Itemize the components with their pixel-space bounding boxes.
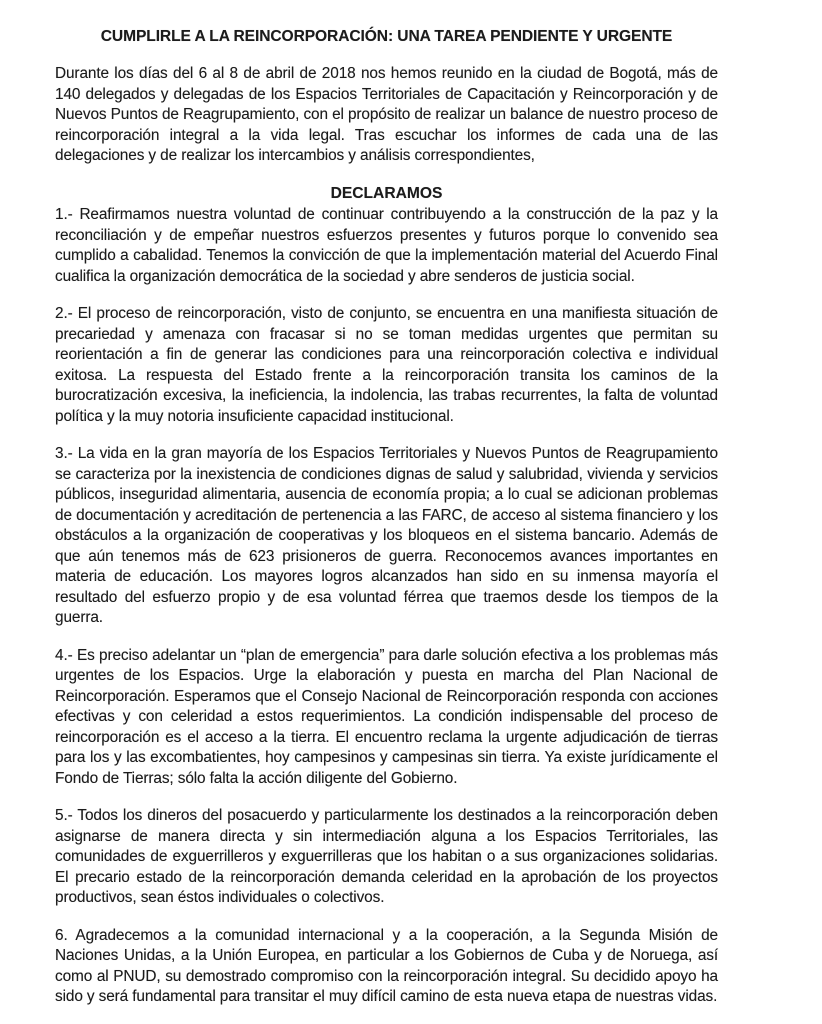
intro-paragraph: Durante los días del 6 al 8 de abril de 2018 nos hemos reunido en la ciudad de Bogotá, más de 140 delegados y delegadas de los Espacios Territoriales de Capacitación y Reincorporación y de Nuevos Puntos de Reagrupamiento, con el propósito de realizar un balance de nuestro proceso de reincorporación integral a la vida legal. Tras escuchar los informes de cada una de las delegaciones y de realizar los intercambios y análisis correspondientes, <box>55 65 718 164</box>
document-title: CUMPLIRLE A LA REINCORPORACIÓN: UNA TAREA PENDIENTE Y URGENTE <box>100 28 673 45</box>
section-heading-declaramos: DECLARAMOS <box>330 184 443 202</box>
declaration-paragraph-3: 3.- La vida en la gran mayoría de los Espacios Territoriales y Nuevos Puntos de Reagrupamiento se caracteriza por la inexistencia de condiciones dignas de salud y salubridad, vivienda y servicios públicos, inseguridad alimentaria, ausencia de economía propia; a lo cual se adicionan problemas de documentación y acreditación de pertenencia a las FARC, de acceso al sistema financiero y los obstáculos a la organización de cooperativas y los bloqueos en el sistema bancario. Además de que aún tenemos más de 623 prisioneros de guerra. Reconocemos avances importantes en materia de educación. Los mayores logros alcanzados han sido en su inmensa mayoría el resultado del esfuerzo propio y de esa voluntad férrea que traemos desde los tiempos de la guerra. <box>55 445 718 626</box>
declaration-paragraph-5: 5.- Todos los dineros del posacuerdo y particularmente los destinados a la reincorporación deben asignarse de manera directa y sin intermediación alguna a los Espacios Territoriales, las comunidades de exguerrilleros y exguerrilleras que los habitan o a sus organizaciones solidarias. El precario estado de la reincorporación demanda celeridad en la aprobación de los proyectos productivos, sean éstos individuales o colectivos. <box>55 807 718 906</box>
declaration-paragraph-2: 2.- El proceso de reincorporación, visto de conjunto, se encuentra en una manifiesta situación de precariedad y amenaza con fracasar si no se toman medidas urgentes que permitan su reorientación a fin de generar las condiciones para una reincorporación colectiva e individual exitosa. La respuesta del Estado frente a la reincorporación transita los caminos de la burocratización excesiva, la ineficiencia, la indolencia, las trabas recurrentes, la falta de voluntad política y la muy notoria insuficiente capacidad institucional. <box>55 305 718 425</box>
declaration-paragraph-4: 4.- Es preciso adelantar un “plan de emergencia” para darle solución efectiva a los problemas más urgentes de los Espacios. Urge la elaboración y puesta en marcha del Plan Nacional de Reincorporación. Esperamos que el Consejo Nacional de Reincorporación responda con acciones efectivas y con celeridad a estos requerimientos. La condición indispensable del proceso de reincorporación es el acceso a la tierra. El encuentro reclama la urgente adjudicación de tierras para los y las excombatientes, hoy campesinos y campesinas sin tierra. Ya existe jurídicamente el Fondo de Tierras; sólo falta la acción diligente del Gobierno. <box>55 646 718 787</box>
declaration-paragraph-6: 6. Agradecemos a la comunidad internacional y a la cooperación, a la Segunda Misión de Naciones Unidas, a la Unión Europea, en particular a los Gobiernos de Cuba y de Noruega, así como al PNUD, su demostrado compromiso con la reincorporación integral. Su decidido apoyo ha sido y será fundamental para transitar el muy difícil camino de esta nueva etapa de nuestras vidas. <box>55 926 718 1005</box>
declaration-paragraph-1: 1.- Reafirmamos nuestra voluntad de continuar contribuyendo a la construcción de la paz y la reconciliación y de empeñar nuestros esfuerzos presentes y futuros porque lo convenido sea cumplido a cabalidad. Tenemos la convicción de que la implementación material del Acuerdo Final cualifica la organización democrática de la sociedad y abre senderos de justicia social. <box>55 206 718 285</box>
